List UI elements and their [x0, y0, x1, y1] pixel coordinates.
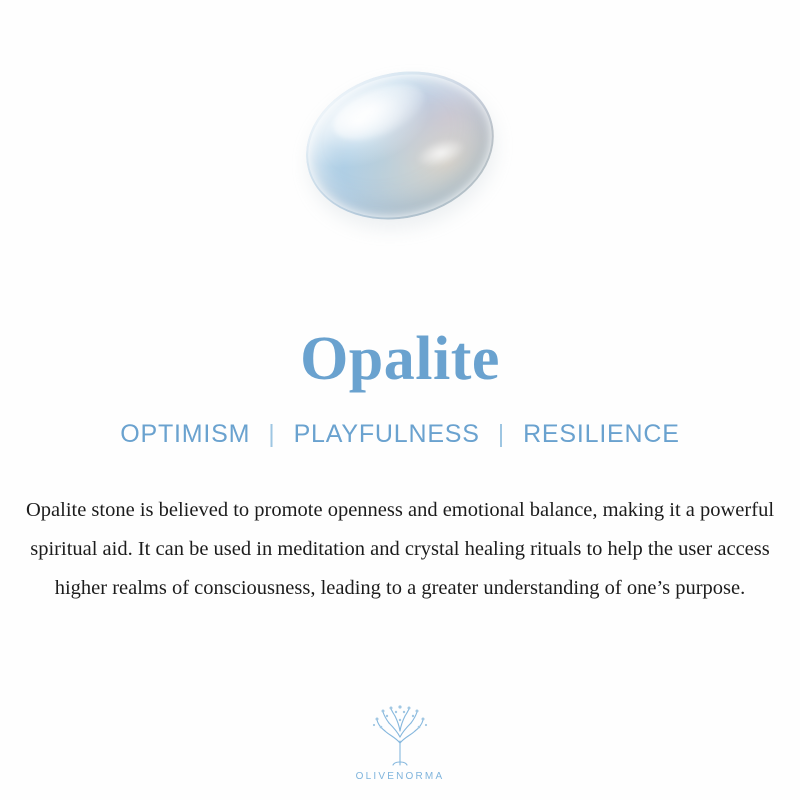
tree-of-life-icon: [365, 703, 435, 769]
brand-name: OLIVENORMA: [355, 771, 445, 782]
keyword-1: OPTIMISM: [120, 420, 251, 448]
keyword-3: RESILIENCE: [523, 420, 680, 448]
stone-image-area: [0, 0, 800, 300]
keyword-2: PLAYFULNESS: [293, 420, 480, 448]
stone-rim-highlight: [293, 55, 507, 236]
opalite-stone-image: [305, 73, 495, 218]
page-title: Opalite: [300, 325, 500, 393]
keyword-separator-2: |: [497, 420, 506, 448]
keyword-separator-1: |: [268, 420, 276, 448]
product-description: Opalite stone is believed to promote openness and emotional balance, making it a powerful spiritual aid. It can be used in meditation and crystal healing rituals to help the user access higher realms of consciousness, leading to a greater understanding of one’s purpose.: [25, 499, 775, 599]
keyword-list: [118, 420, 681, 449]
brand-logo: [0, 703, 800, 782]
